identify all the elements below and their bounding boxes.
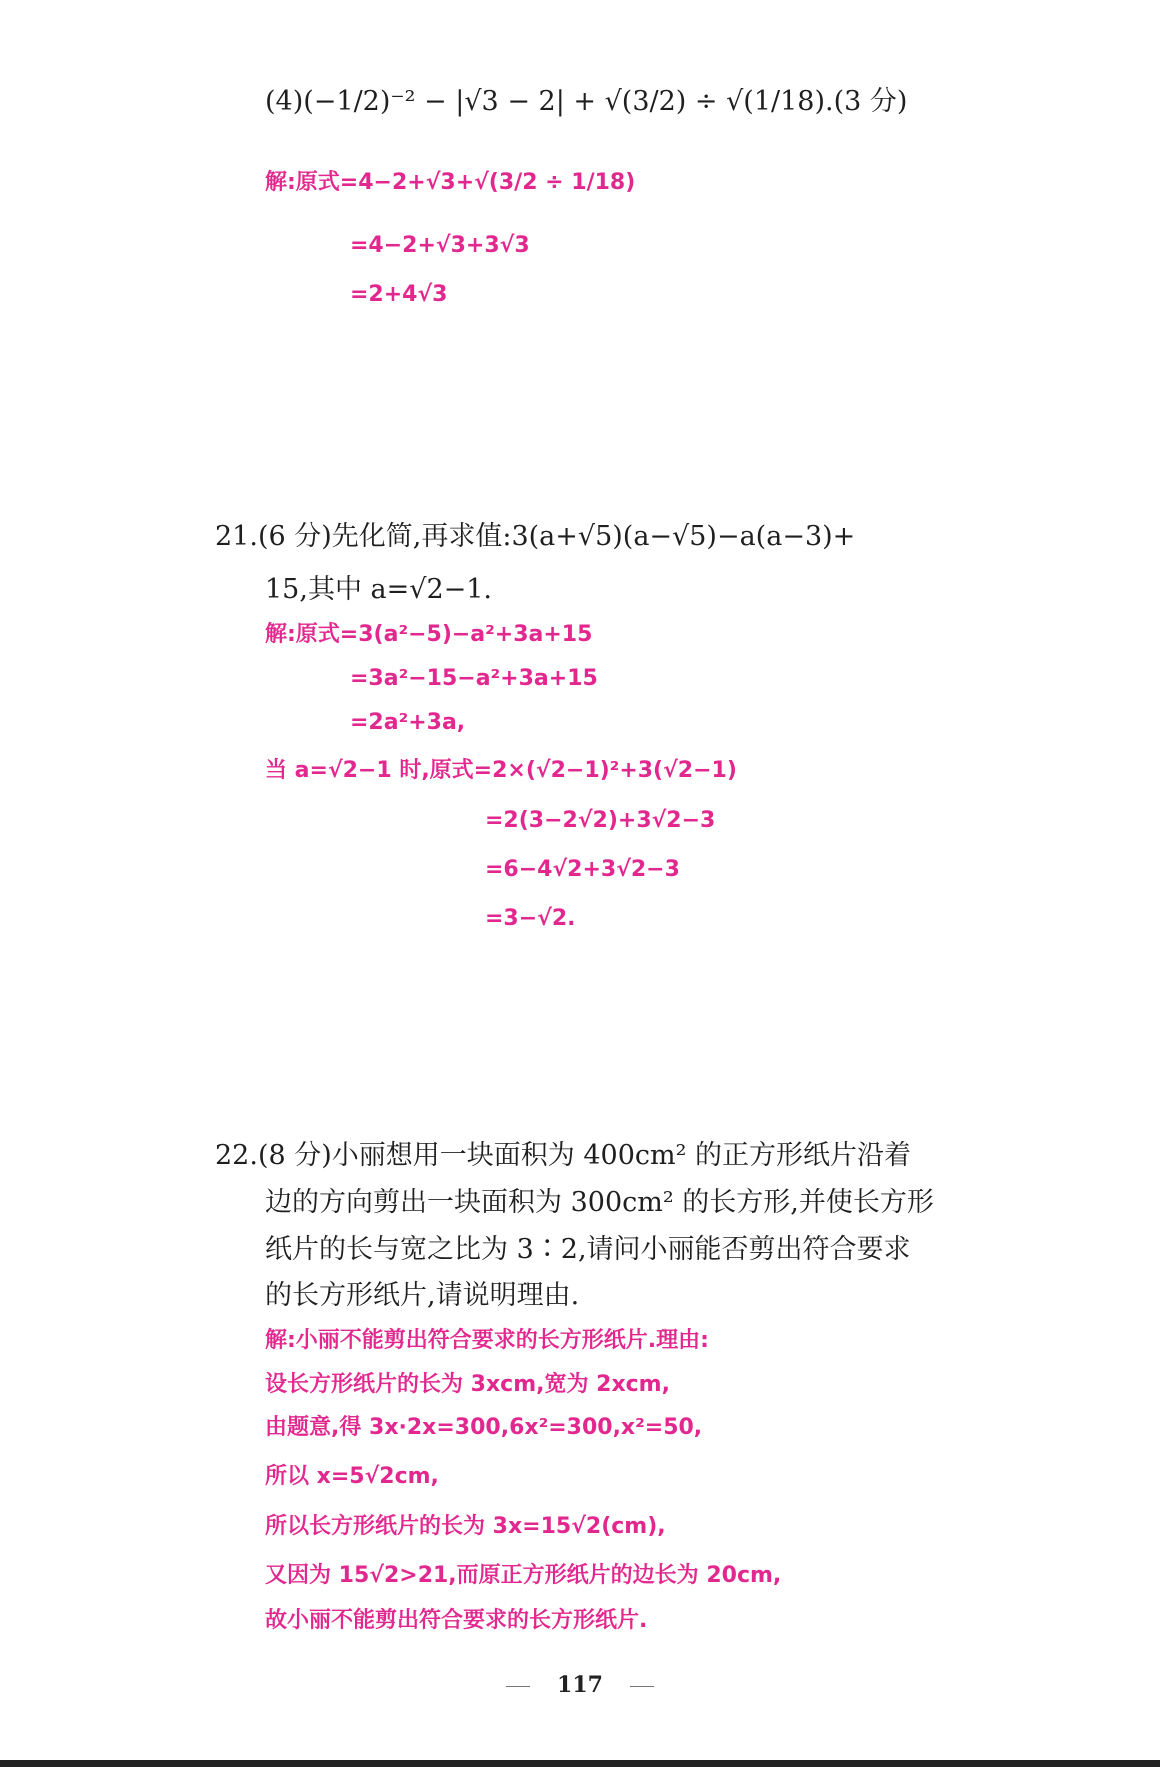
problem-21-solution-line-1: 解:原式=3(a²−5)−a²+3a+15	[265, 622, 593, 647]
problem-22-solution-line-1: 解:小丽不能剪出符合要求的长方形纸片.理由:	[265, 1328, 709, 1353]
problem-22-question-line-2: 边的方向剪出一块面积为 300cm² 的长方形,并使长方形	[265, 1187, 934, 1218]
footer-dash-left	[506, 1686, 530, 1687]
page-footer	[0, 1672, 1160, 1698]
problem-21-solution-line-3: =2a²+3a,	[350, 710, 466, 735]
problem-21-question-line-1: 21.(6 分)先化简,再求值:3(a+√5)(a−√5)−a(a−3)+	[215, 521, 856, 552]
problem-22-solution-line-7: 故小丽不能剪出符合要求的长方形纸片.	[265, 1608, 648, 1633]
problem-22-solution-line-2: 设长方形纸片的长为 3xcm,宽为 2xcm,	[265, 1372, 670, 1397]
problem-22-question-line-3: 纸片的长与宽之比为 3∶2,请问小丽能否剪出符合要求	[265, 1234, 911, 1265]
problem-22-question-line-4: 的长方形纸片,请说明理由.	[265, 1280, 580, 1311]
bottom-bar	[0, 1760, 1160, 1767]
footer-dash-right	[630, 1686, 654, 1687]
problem-20-4-solution-line-3: =2+4√3	[350, 282, 448, 307]
problem-22-solution-line-6: 又因为 15√2>21,而原正方形纸片的边长为 20cm,	[265, 1563, 782, 1588]
problem-22-question-line-1: 22.(8 分)小丽想用一块面积为 400cm² 的正方形纸片沿着	[215, 1140, 912, 1171]
problem-21-solution-line-2: =3a²−15−a²+3a+15	[350, 666, 598, 691]
problem-21-solution-line-7: =3−√2.	[485, 906, 576, 931]
problem-22-solution-line-4: 所以 x=5√2cm,	[265, 1464, 439, 1489]
problem-20-4-question: (4)(−1/2)⁻² − |√3 − 2| + √(3/2) ÷ √(1/18).(3 分)	[265, 86, 908, 117]
problem-22-solution-line-3: 由题意,得 3x·2x=300,6x²=300,x²=50,	[265, 1415, 703, 1440]
problem-20-4-solution-line-2: =4−2+√3+3√3	[350, 233, 530, 258]
problem-21-solution-line-4: 当 a=√2−1 时,原式=2×(√2−1)²+3(√2−1)	[265, 758, 737, 783]
page-number: 117	[557, 1672, 603, 1698]
problem-22-solution-line-5: 所以长方形纸片的长为 3x=15√2(cm),	[265, 1514, 666, 1539]
problem-21-question-line-2: 15,其中 a=√2−1.	[265, 574, 493, 605]
problem-21-solution-line-6: =6−4√2+3√2−3	[485, 857, 680, 882]
problem-21-solution-line-5: =2(3−2√2)+3√2−3	[485, 808, 716, 833]
problem-20-4-solution-line-1: 解:原式=4−2+√3+√(3/2 ÷ 1/18)	[265, 170, 636, 195]
